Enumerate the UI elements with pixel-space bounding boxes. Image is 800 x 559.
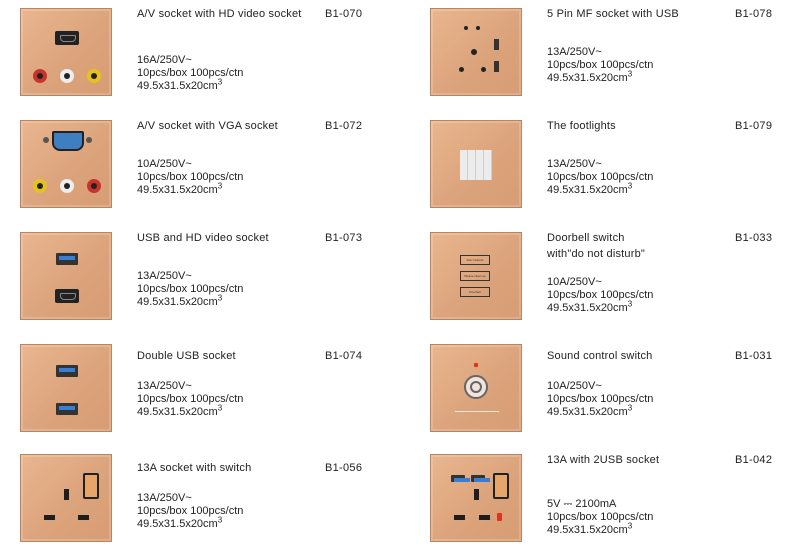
earth-pin-icon: [474, 489, 479, 500]
product-b1-031: [430, 344, 800, 436]
earth-pin-icon: [64, 489, 69, 500]
spec-rating: 13A/250V~: [547, 158, 602, 170]
product-b1-042: [430, 454, 800, 546]
product-specs: [137, 380, 243, 419]
product-b1-070: [20, 8, 400, 100]
product-image: [20, 8, 112, 96]
mf-pin-icon: [471, 49, 477, 55]
product-code: B1-072: [325, 120, 363, 132]
product-specs: [547, 498, 653, 537]
product-image: [430, 344, 522, 432]
spec-packing: 10pcs/box 100pcs/ctn: [137, 67, 244, 79]
dnd-button: Don't disturb: [460, 255, 490, 265]
product-b1-078: [430, 8, 800, 100]
product-code: B1-074: [325, 350, 363, 362]
spec-packing: 10pcs/box 100pcs/ctn: [547, 393, 654, 405]
usb-port-icon: [56, 253, 78, 265]
product-b1-056: [20, 454, 400, 546]
hdmi-port-icon: [55, 289, 79, 303]
spec-packing: 10pcs/box 100pcs/ctn: [547, 511, 654, 523]
product-image: [20, 454, 112, 542]
neutral-pin-icon: [78, 515, 89, 520]
product-specs: [137, 492, 243, 531]
mf-pin-icon: [464, 26, 468, 30]
rocker-switch-icon: [493, 473, 509, 499]
screw-icon: [86, 137, 92, 143]
spec-packing: 10pcs/box 100pcs/ctn: [547, 171, 654, 183]
product-b1-033: [430, 232, 800, 324]
usb-port-icon: [451, 475, 465, 482]
spec-carton-size: $49.5x31.5x20cm^3$: [137, 181, 223, 196]
spec-packing: 10pcs/box 100pcs/ctn: [137, 393, 244, 405]
product-image: [430, 454, 522, 542]
product-b1-073: [20, 232, 400, 324]
spec-packing: 10pcs/box 100pcs/ctn: [547, 59, 654, 71]
product-name: 5 Pin MF socket with USB: [547, 8, 679, 20]
rca-yellow-icon: [87, 69, 101, 83]
spec-carton-size: $49.5x31.5x20cm^3$: [547, 181, 633, 196]
spec-carton-size: $49.5x31.5x20cm^3$: [137, 515, 223, 530]
live-pin-icon: [44, 515, 55, 520]
product-specs: [137, 270, 243, 309]
product-name-line2: with"do not disturb": [547, 248, 646, 260]
product-name: A/V socket with HD video socket: [137, 8, 302, 20]
spec-rating: 10A/250V~: [137, 158, 192, 170]
neutral-pin-icon: [479, 515, 490, 520]
spec-rating: 13A/250V~: [137, 492, 192, 504]
product-specs: [547, 46, 653, 85]
product-name: The footlights: [547, 120, 616, 132]
spec-carton-size: $49.5x31.5x20cm^3$: [547, 521, 633, 536]
product-b1-074: [20, 344, 400, 436]
spec-carton-size: $49.5x31.5x20cm^3$: [137, 77, 223, 92]
sound-sensor-icon: [464, 375, 488, 399]
product-code: B1-031: [735, 350, 773, 362]
spec-packing: 10pcs/box 100pcs/ctn: [137, 505, 244, 517]
spec-carton-size: $49.5x31.5x20cm^3$: [547, 299, 633, 314]
mf-pin-icon: [476, 26, 480, 30]
product-image: [430, 232, 522, 320]
spec-rating: 13A/250V~: [137, 270, 192, 282]
product-code: B1-079: [735, 120, 773, 132]
product-image: [430, 120, 522, 208]
product-image: [20, 232, 112, 320]
footlight-panel-icon: [460, 150, 492, 180]
spec-rating: 13A/250V~: [137, 380, 192, 392]
product-code: B1-056: [325, 462, 363, 474]
vga-port-icon: [52, 131, 84, 151]
mf-pin-icon: [459, 67, 464, 72]
product-code: B1-042: [735, 454, 773, 466]
product-name: Sound control switch: [547, 350, 653, 362]
spec-carton-size: $49.5x31.5x20cm^3$: [137, 403, 223, 418]
product-code: B1-078: [735, 8, 773, 20]
product-specs: [547, 158, 653, 197]
spec-carton-size: $49.5x31.5x20cm^3$: [547, 69, 633, 84]
product-name: 13A socket with switch: [137, 462, 252, 474]
indicator-led-icon: [474, 363, 478, 367]
hdmi-port-icon: [55, 31, 79, 45]
product-name: A/V socket with VGA socket: [137, 120, 278, 132]
spec-rating: 10A/250V~: [547, 380, 602, 392]
product-name: 13A with 2USB socket: [547, 454, 660, 466]
product-b1-079: [430, 120, 800, 212]
screw-icon: [43, 137, 49, 143]
clean-up-button: Please clean up: [460, 271, 490, 281]
product-b1-072: [20, 120, 400, 212]
product-name: Doorbell switch: [547, 232, 625, 244]
spec-packing: 10pcs/box 100pcs/ctn: [137, 283, 244, 295]
product-name: Double USB socket: [137, 350, 236, 362]
rca-red-icon: [33, 69, 47, 83]
product-image: [20, 120, 112, 208]
product-image: [20, 344, 112, 432]
indicator-led-icon: [497, 513, 502, 521]
live-pin-icon: [454, 515, 465, 520]
product-name: USB and HD video socket: [137, 232, 269, 244]
rca-yellow-icon: [33, 179, 47, 193]
usb-port-icon: [56, 365, 78, 377]
spec-carton-size: $49.5x31.5x20cm^3$: [547, 403, 633, 418]
product-code: B1-073: [325, 232, 363, 244]
usb-port-icon: [494, 39, 499, 50]
rca-red-icon: [87, 179, 101, 193]
rocker-switch-icon: [83, 473, 99, 499]
doorbell-button: Doorbell: [460, 287, 490, 297]
spec-packing: 10pcs/box 100pcs/ctn: [547, 289, 654, 301]
product-specs: [547, 276, 653, 315]
product-code: B1-033: [735, 232, 773, 244]
product-specs: [547, 380, 653, 419]
usb-port-icon: [494, 61, 499, 72]
spec-rating: 10A/250V~: [547, 276, 602, 288]
spec-packing: 10pcs/box 100pcs/ctn: [137, 171, 244, 183]
mf-pin-icon: [481, 67, 486, 72]
product-specs: [137, 54, 243, 93]
product-image: [430, 8, 522, 96]
product-specs: [137, 158, 243, 197]
spec-rating: 5V ⎓ 2100mA: [547, 498, 617, 510]
usb-port-icon: [471, 475, 485, 482]
product-code: B1-070: [325, 8, 363, 20]
usb-port-icon: [56, 403, 78, 415]
spec-carton-size: $49.5x31.5x20cm^3$: [137, 293, 223, 308]
sensor-line-icon: [455, 411, 499, 412]
spec-rating: 13A/250V~: [547, 46, 602, 58]
spec-rating: 16A/250V~: [137, 54, 192, 66]
rca-white-icon: [60, 69, 74, 83]
rca-white-icon: [60, 179, 74, 193]
